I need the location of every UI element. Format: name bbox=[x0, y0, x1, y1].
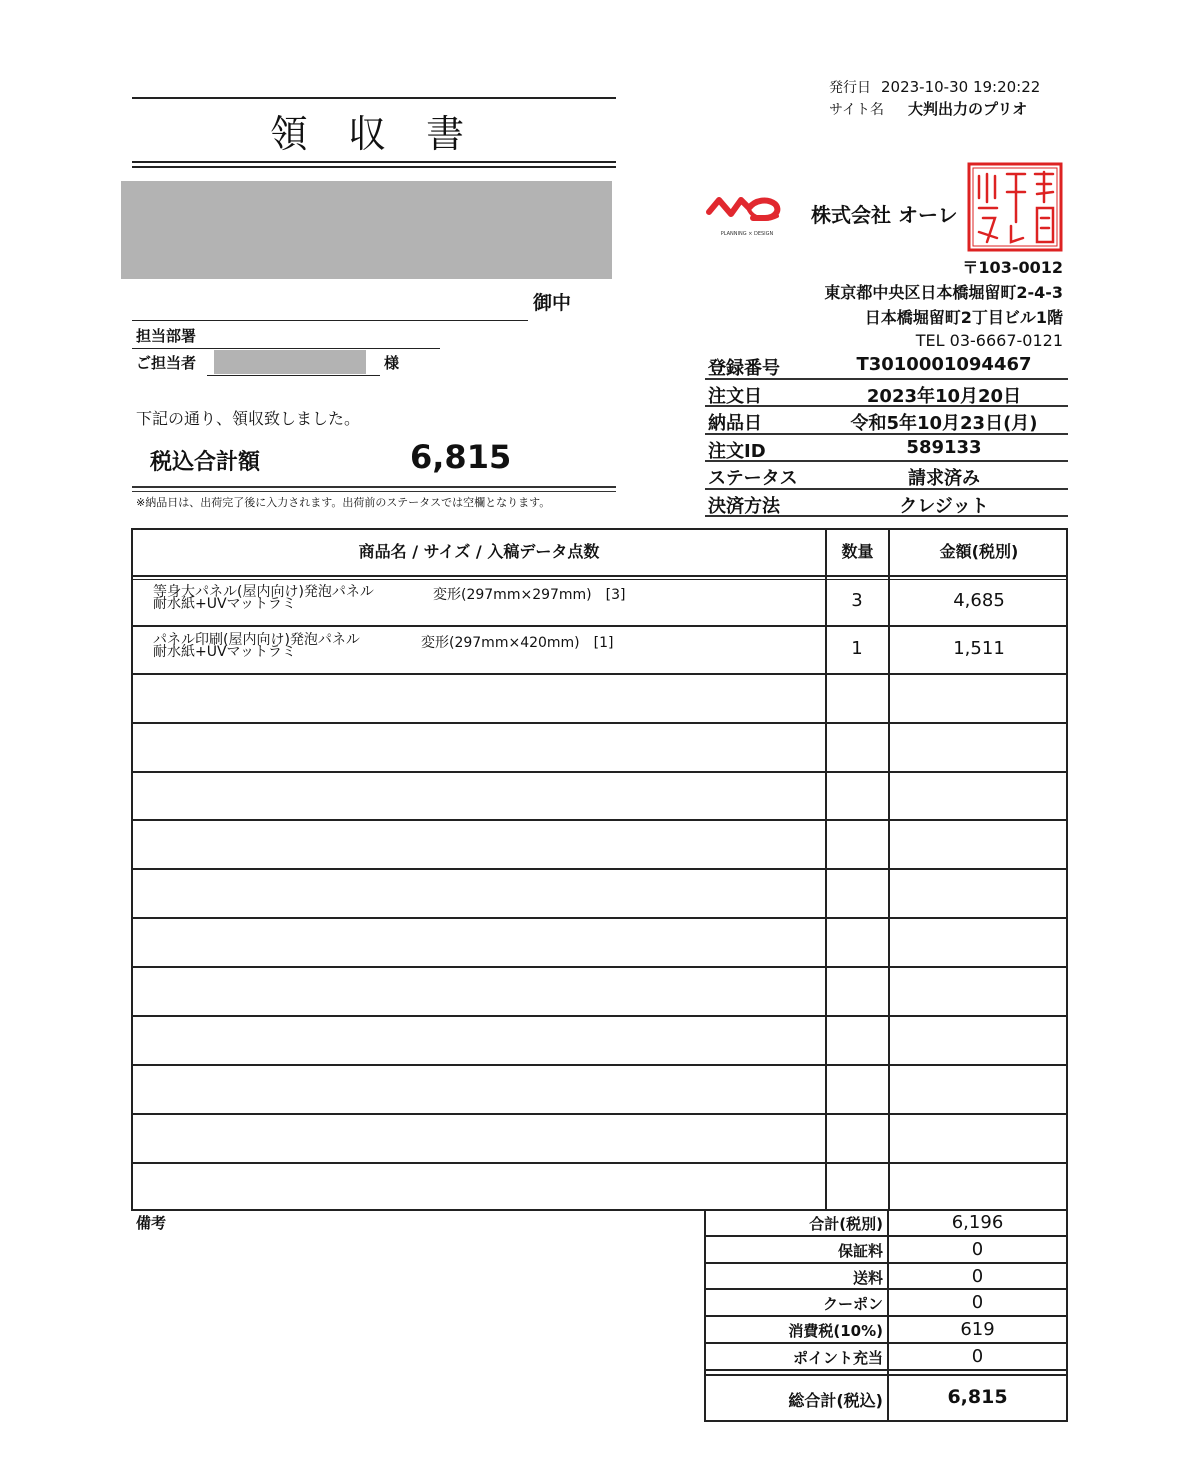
row-divider bbox=[133, 722, 1066, 724]
person-underline bbox=[207, 375, 380, 376]
person-name-redacted bbox=[214, 350, 366, 374]
row-divider bbox=[133, 771, 1066, 773]
item-name-line1: パネル印刷(屋内向け)発泡パネル bbox=[153, 632, 360, 648]
item-qty: 3 bbox=[851, 590, 863, 611]
site-name bbox=[829, 98, 1027, 119]
summary-label: 送料 bbox=[852, 1268, 883, 1287]
row-divider bbox=[133, 673, 1066, 675]
site-name-label: サイト名 bbox=[829, 102, 885, 118]
order-info-table bbox=[705, 352, 1068, 517]
info-label: 注文ID bbox=[708, 440, 766, 462]
item-name-line1: 等身大パネル(屋内向け)発泡パネル bbox=[153, 584, 374, 600]
info-row-order-id bbox=[705, 435, 1068, 463]
info-value: 2023年10月20日 bbox=[866, 385, 1022, 407]
summary-label: ポイント充当 bbox=[792, 1348, 883, 1367]
dept-underline bbox=[132, 348, 440, 349]
company-tel: TEL 03-6667-0121 bbox=[915, 331, 1063, 350]
recipient-suffix: 御中 bbox=[533, 292, 572, 314]
info-label: 納品日 bbox=[708, 413, 762, 434]
header-qty: 数量 bbox=[841, 542, 874, 561]
summary-label: クーポン bbox=[822, 1295, 883, 1314]
info-value: クレジット bbox=[899, 495, 989, 517]
delivery-note: ※納品日は、出荷完了後に入力されます。出荷前のステータスでは空欄となります。 bbox=[136, 496, 551, 509]
summary-row bbox=[706, 1264, 1066, 1291]
page-title: 領 収 書 bbox=[269, 112, 479, 156]
company-address-1: 東京都中央区日本橋堀留町2-4-3 bbox=[824, 283, 1063, 302]
row-divider bbox=[133, 1015, 1066, 1017]
summary-row bbox=[706, 1317, 1066, 1344]
items-table bbox=[131, 528, 1068, 1211]
info-value: 589133 bbox=[906, 436, 982, 458]
summary-value: 0 bbox=[971, 1345, 984, 1367]
summary-label: 消費税(10%) bbox=[788, 1322, 883, 1341]
remarks-label: 備考 bbox=[136, 1214, 167, 1232]
info-value: 請求済み bbox=[908, 468, 980, 489]
item-amount: 1,511 bbox=[953, 638, 1005, 659]
summary-table bbox=[704, 1210, 1068, 1422]
site-name-value: 大判出力のプリオ bbox=[908, 100, 1028, 118]
summary-row bbox=[706, 1344, 1066, 1371]
dept-label: 担当部署 bbox=[136, 327, 197, 345]
row-divider bbox=[133, 1064, 1066, 1066]
recipient-underline bbox=[132, 320, 528, 321]
total-value: 6,815 bbox=[410, 438, 512, 476]
header-item: 商品名 / サイズ / 入稿データ点数 bbox=[358, 542, 600, 561]
info-row-order-date bbox=[705, 380, 1068, 408]
summary-row bbox=[706, 1290, 1066, 1317]
summary-value: 6,196 bbox=[951, 1212, 1004, 1233]
title-double-rule bbox=[132, 161, 616, 168]
total-double-rule bbox=[132, 486, 616, 492]
grand-total-row bbox=[706, 1374, 1066, 1420]
row-divider bbox=[133, 1162, 1066, 1164]
info-value: T3010001094467 bbox=[856, 354, 1032, 375]
row-divider bbox=[133, 868, 1066, 870]
row-divider bbox=[133, 917, 1066, 919]
item-amount: 4,685 bbox=[953, 590, 1005, 611]
logo-caption: PLANNING × DESIGN bbox=[720, 231, 774, 237]
row-divider bbox=[133, 1113, 1066, 1115]
company-name: 株式会社 オーレ bbox=[811, 203, 958, 227]
info-value: 令和5年10月23日(月) bbox=[850, 413, 1038, 434]
info-row-payment bbox=[705, 490, 1068, 518]
row-divider bbox=[133, 966, 1066, 968]
issue-date bbox=[829, 77, 1040, 97]
recipient-name-redacted bbox=[121, 181, 612, 279]
company-address-2: 日本橋堀留町2丁目ビル1階 bbox=[864, 308, 1063, 327]
person-label: ご担当者 bbox=[136, 354, 197, 372]
issue-date-label: 発行日 bbox=[829, 80, 871, 96]
summary-value: 0 bbox=[971, 1292, 984, 1314]
item-size: 変形(297mm×297mm) [3] bbox=[433, 587, 626, 603]
row-divider bbox=[133, 819, 1066, 821]
info-label: ステータス bbox=[708, 468, 798, 489]
summary-label: 合計(税別) bbox=[809, 1215, 883, 1233]
summary-label: 保証料 bbox=[837, 1241, 883, 1260]
header-double-rule bbox=[133, 575, 1066, 580]
info-label: 注文日 bbox=[708, 385, 762, 407]
summary-row bbox=[706, 1210, 1066, 1237]
company-seal-icon bbox=[967, 162, 1063, 252]
item-name-line2: 耐水紙+UVマットラミ bbox=[153, 644, 296, 660]
company-logo-icon bbox=[705, 188, 789, 238]
info-label: 登録番号 bbox=[708, 358, 780, 379]
summary-row bbox=[706, 1237, 1066, 1264]
issue-date-value: 2023-10-30 19:20:22 bbox=[881, 78, 1041, 96]
item-name-line2: 耐水紙+UVマットラミ bbox=[153, 596, 296, 612]
item-size: 変形(297mm×420mm) [1] bbox=[421, 635, 614, 651]
row-divider bbox=[133, 625, 1066, 627]
total-label: 税込合計額 bbox=[150, 450, 261, 475]
received-text: 下記の通り、領収致しました。 bbox=[136, 409, 361, 428]
summary-value: 0 bbox=[971, 1238, 984, 1260]
summary-value: 0 bbox=[971, 1265, 984, 1287]
item-qty: 1 bbox=[851, 638, 863, 659]
grand-total-label: 総合計(税込) bbox=[788, 1390, 883, 1410]
info-row-registration bbox=[705, 352, 1068, 380]
info-row-delivery-date bbox=[705, 407, 1068, 435]
grand-total-value: 6,815 bbox=[947, 1385, 1008, 1408]
company-zip: 〒103-0012 bbox=[962, 258, 1063, 277]
title-top-rule bbox=[132, 97, 616, 99]
summary-value: 619 bbox=[960, 1319, 995, 1341]
person-suffix: 様 bbox=[384, 354, 400, 372]
header-amount: 金額(税別) bbox=[939, 542, 1019, 561]
info-label: 決済方法 bbox=[708, 495, 780, 517]
info-row-status bbox=[705, 462, 1068, 490]
